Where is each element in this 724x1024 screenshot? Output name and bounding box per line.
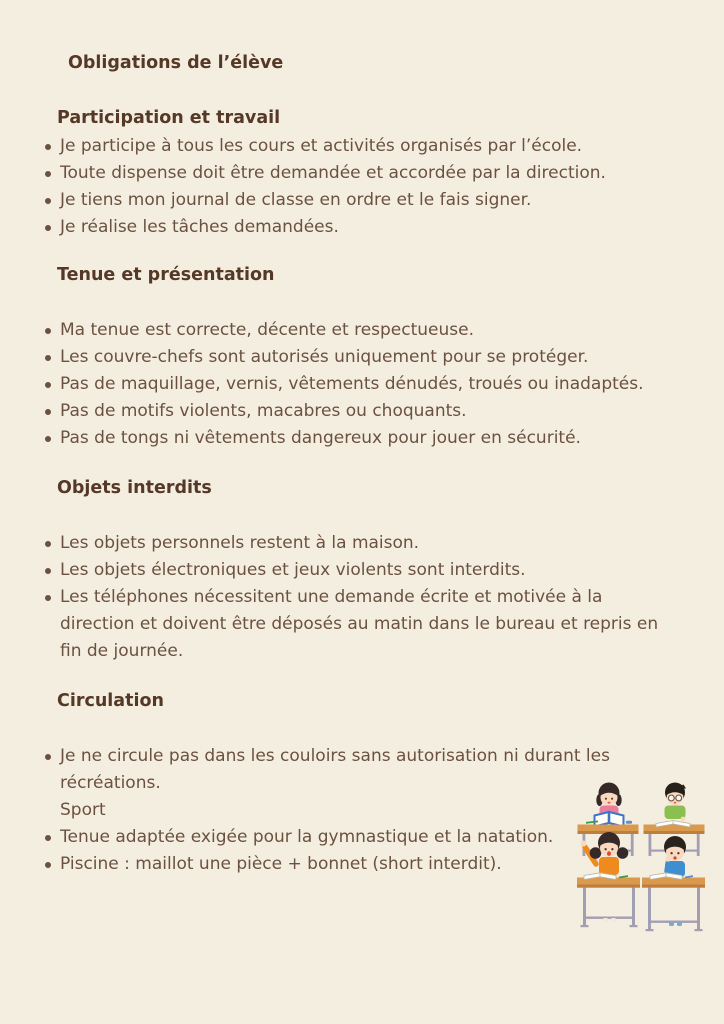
students-at-desks-illustration [576,774,706,938]
student-boy-thinking [664,836,686,877]
rule-item: Pas de maquillage, vernis, vêtements dénudés, troués ou inadaptés. [44,371,672,398]
rule-item: Ma tenue est correcte, décente et respectueuse. [44,317,672,344]
rule-item: Piscine : maillot une pièce + bonnet (short interdit). [44,851,672,878]
rule-item: Les couvre-chefs sont autorisés uniquement pour se protéger. [44,344,672,371]
section-participation [0,106,724,241]
rules-list-objets [44,530,672,665]
rule-item: Je réalise les tâches demandées. [44,214,672,241]
section-heading-objets: Objets interdits [57,478,212,498]
student-girl-reading [595,783,624,827]
section-tenue [0,263,724,452]
student-girl-raising-hand [581,832,629,875]
rule-item: Les objets personnels restent à la maison. [44,530,672,557]
rule-item: Je ne circule pas dans les couloirs sans autorisation ni durant les récréations. [44,743,672,797]
rules-list-participation [44,133,672,241]
rule-item: Je participe à tous les cours et activités organisés par l’école. [44,133,672,160]
section-heading-circulation: Circulation [57,691,164,711]
rules-list-tenue [44,317,672,452]
front-desks [577,873,705,931]
rule-item: Toute dispense doit être demandée et accordée par la direction. [44,160,672,187]
section-objets [0,476,724,665]
rule-item: Pas de motifs violents, macabres ou choquants. [44,398,672,425]
section-heading-participation: Participation et travail [57,108,281,128]
rule-item: Je tiens mon journal de classe en ordre et le fais signer. [44,187,672,214]
section-heading-tenue: Tenue et présentation [57,265,275,285]
rule-sublabel-sport: Sport [60,800,106,820]
rule-item: Les objets électroniques et jeux violents sont interdits. [44,557,672,584]
rule-item: Pas de tongs ni vêtements dangereux pour jouer en sécurité. [44,425,672,452]
rule-item: Tenue adaptée exigée pour la gymnastique et la natation. [44,824,672,851]
rule-item: Les téléphones nécessitent une demande écrite et motivée à la direction et doivent être déposés au matin dans le bureau et repris en fin de journée. [44,584,672,665]
student-boy-glasses [665,783,687,822]
page-title: Obligations de l’élève [68,53,284,73]
